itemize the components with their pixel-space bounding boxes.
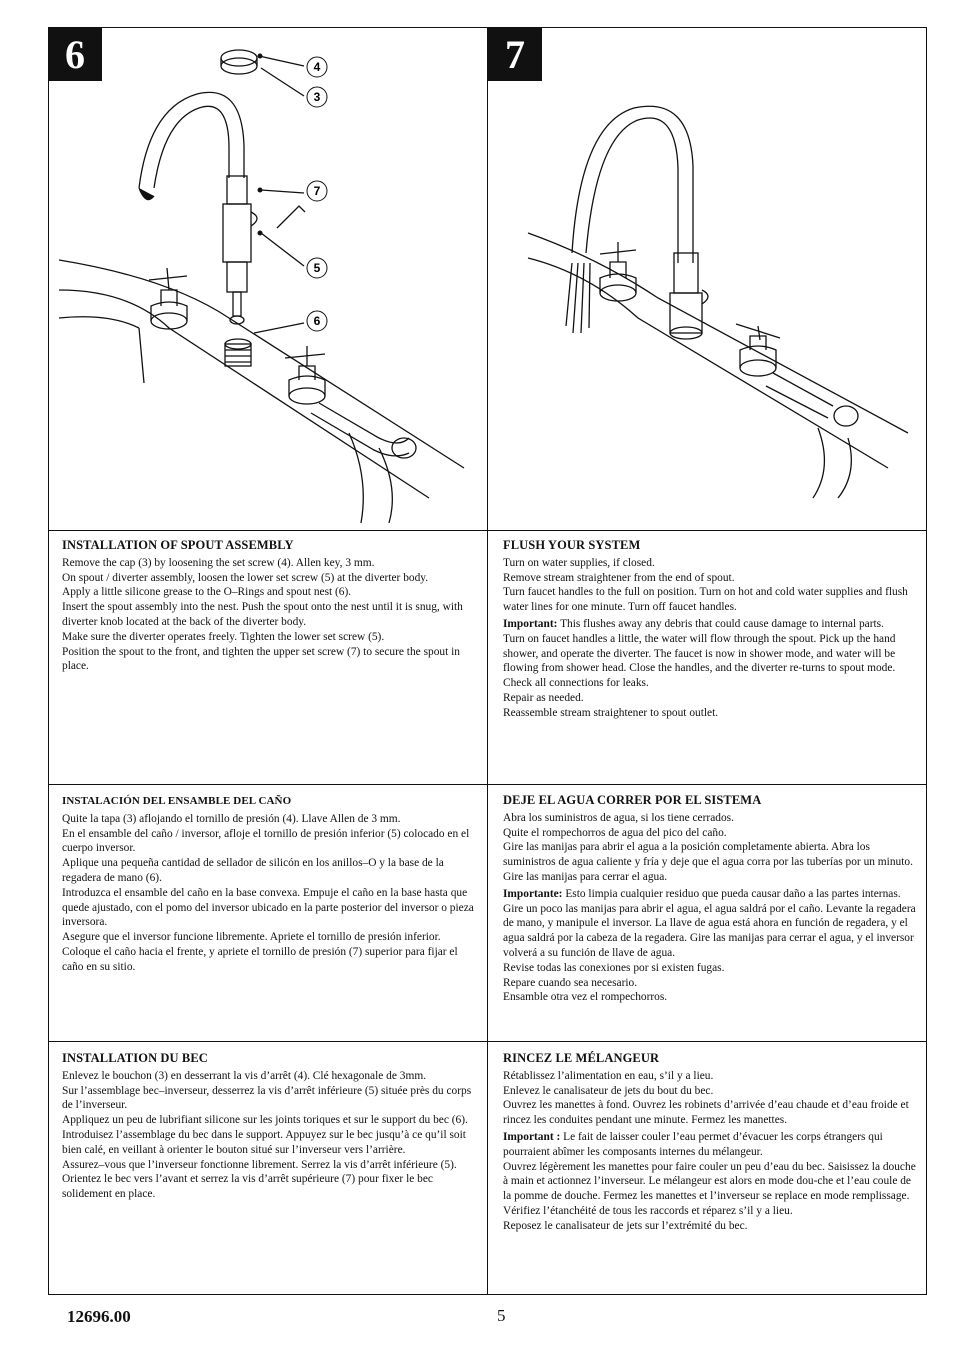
instruction-line: Abra los suministros de agua, si los tiene cerrados.: [503, 811, 734, 824]
instruction-line: Rétablissez l’alimentation en eau, s’il y a lieu.: [503, 1069, 714, 1082]
fr-flush-section: [503, 1051, 919, 1234]
fr-spout-install-section: [62, 1051, 478, 1202]
instruction-line: Gire las manijas para abrir el agua a la posición completamente abierta. Abra los suministros de agua caliente y fría y deje que el agua corra por las tuberías por un minuto. Gire las manijas para cerrar el agua.: [503, 841, 913, 883]
instruction-line: Quite el rompechorros de agua del pico del caño.: [503, 826, 727, 839]
instruction-line: Introduzca el ensamble del caño en la base convexa. Empuje el caño en la base hasta que quede ajustado, con el pomo del inversor ubicado en la parte posterior del inversor o pieza inversora.: [62, 886, 474, 929]
row-divider-3: [48, 1041, 927, 1042]
instruction-line: Appliquez un peu de lubrifiant silicone sur les joints toriques et sur le support du bec (6).: [62, 1114, 468, 1127]
section-title: INSTALLATION OF SPOUT ASSEMBLY: [62, 538, 294, 552]
important-note: Important : Le fait de laisser couler l’eau permet d’évacuer les corps étrangers qui pourraient abîmer les composants internes du mélangeur.: [503, 1130, 883, 1158]
en-spout-install-section: [62, 538, 478, 674]
instruction-line: Enlevez le bouchon (3) en desserrant la vis d’arrêt (4). Clé hexagonale de 3mm.: [62, 1069, 427, 1082]
callout-7: 7: [313, 184, 321, 198]
instruction-line: Aplique una pequeña cantidad de sellador de silicón en los anillos–O y la base de la regadera de mano (6).: [62, 857, 444, 884]
section-title: INSTALACIÓN DEL ENSAMBLE DEL CAÑO: [62, 795, 292, 807]
instruction-line: Sur l’assemblage bec–inverseur, desserrez la vis d’arrêt inférieure (5) située près du corps de l’inverseur.: [62, 1084, 472, 1112]
section-title: FLUSH YOUR SYSTEM: [503, 538, 641, 552]
instruction-line: Asegure que el inversor funcione libremente. Apriete el tornillo de presión inferior.: [62, 931, 441, 944]
section-title: DEJE EL AGUA CORRER POR EL SISTEMA: [503, 793, 762, 807]
instruction-line: Quite la tapa (3) aflojando el tornillo de presión (4). Llave Allen de 3 mm.: [62, 812, 401, 825]
instruction-line: On spout / diverter assembly, loosen the lower set screw (5) at the diverter body.: [62, 571, 429, 584]
instruction-line: Repare cuando sea necesario.: [503, 976, 638, 989]
instruction-line: Ensamble otra vez el rompechorros.: [503, 991, 668, 1004]
instruction-line: Make sure the diverter operates freely. Tighten the lower set screw (5).: [62, 630, 385, 643]
instruction-line: En el ensamble del caño / inversor, afloje el tornillo de presión inferior (5) colocado en el cuerpo inversor.: [62, 827, 470, 855]
instruction-line: Assurez–vous que l’inverseur fonctionne librement. Serrez la vis d’arrêt inférieure (5).: [62, 1158, 457, 1171]
es-flush-section: [503, 793, 919, 1005]
step-6-badge: 6: [48, 27, 102, 81]
section-title: RINCEZ LE MÉLANGEUR: [503, 1051, 660, 1065]
important-note: Important: This flushes away any debris that could cause damage to internal parts.: [503, 617, 884, 630]
instruction-line: Enlevez le canalisateur de jets du bout du bec.: [503, 1084, 714, 1097]
instruction-line: Turn faucet handles to the full on position. Turn on hot and cold water supplies and flush water lines for one minute. Turn off faucet handles.: [503, 586, 908, 614]
instruction-line: Apply a little silicone grease to the O–Rings and spout nest (6).: [62, 586, 352, 599]
instruction-line: Reposez le canalisateur de jets sur l’extrémité du bec.: [503, 1219, 748, 1232]
part-number: 12696.00: [67, 1307, 131, 1326]
instruction-line: Gire un poco las manijas para abrir el agua, el agua saldrá por el caño. Levante la regadera de mano, y manipule el inversor. La llave de agua está ahora en función de regadera, y el agua saldrá por la cabeza de la regadera. Gire las manijas para cerrar el agua, y el inversor volverá a su función de llave de agua.: [503, 902, 916, 959]
flush-system-illustration: [488, 28, 926, 530]
instruction-line: Vérifiez l’étanchéité de tous les raccords et réparez s’il y a lieu.: [503, 1204, 793, 1217]
page-number: 5: [497, 1306, 506, 1325]
instruction-line: Orientez le bec vers l’avant et serrez la vis d’arrêt supérieure (7) pour fixer le bec solidement en place.: [62, 1173, 433, 1201]
important-note: Importante: Esto limpia cualquier residuo que pueda causar daño a las partes internas.: [503, 887, 901, 900]
callout-6: 6: [313, 314, 321, 328]
row-divider-1: [48, 530, 927, 531]
instruction-line: Repair as needed.: [503, 691, 584, 704]
instruction-line: Turn on water supplies, if closed.: [503, 556, 655, 569]
instruction-line: Remove the cap (3) by loosening the set screw (4). Allen key, 3 mm.: [62, 556, 375, 569]
instruction-line: Remove stream straightener from the end of spout.: [503, 571, 735, 584]
instruction-line: Introduisez l’assemblage du bec dans le support. Appuyez sur le bec jusqu’à ce qu’il soit bien calé, en veillant à orienter le bouton situé sur l’inverseur vers l’arrière.: [62, 1128, 466, 1156]
callout-3: 3: [313, 90, 321, 104]
instruction-line: Coloque el caño hacia el frente, y apriete el tornillo de presión (7) superior para fijar el caño en su sitio.: [62, 945, 458, 973]
step-7-badge: 7: [488, 27, 542, 81]
instruction-line: Insert the spout assembly into the nest. Push the spout onto the nest until it is snug, with diverter knob located at the back of the diverter body.: [62, 601, 463, 628]
spout-assembly-illustration: [49, 28, 487, 530]
callout-4: 4: [313, 60, 321, 74]
section-title: INSTALLATION DU BEC: [62, 1051, 208, 1065]
es-spout-install-section: [62, 794, 478, 975]
instruction-line: Revise todas las conexiones por si existen fugas.: [503, 961, 725, 974]
instruction-line: Check all connections for leaks.: [503, 677, 649, 690]
instruction-line: Ouvrez légèrement les manettes pour faire couler un peu d’eau du bec. Saisissez la douche à main et actionnez l’inverseur. Le mélangeur est alors en mode dou-che et l’eau coule de la pomme de douche. Fermez les manettes et l’inverseur se replace en mode remplissage.: [503, 1160, 916, 1203]
en-flush-section: [503, 538, 919, 721]
callout-5: 5: [313, 261, 321, 275]
instruction-line: Position the spout to the front, and tighten the upper set screw (7) to secure the spout in place.: [62, 645, 460, 673]
instruction-line: Ouvrez les manettes à fond. Ouvrez les robinets d’arrivée d’eau chaude et d’eau froide et rincez les conduites pendant une minute. Fermez les manettes.: [503, 1099, 909, 1127]
instruction-line: Turn on faucet handles a little, the water will flow through the spout. Pick up the hand shower, and operate the diverter. The faucet is now in shower mode, and water will be flowing from shower head. Close the handles, and the diverter re-turns to spout mode.: [503, 632, 896, 675]
row-divider-2: [48, 784, 927, 785]
instruction-line: Reassemble stream straightener to spout outlet.: [503, 706, 719, 719]
